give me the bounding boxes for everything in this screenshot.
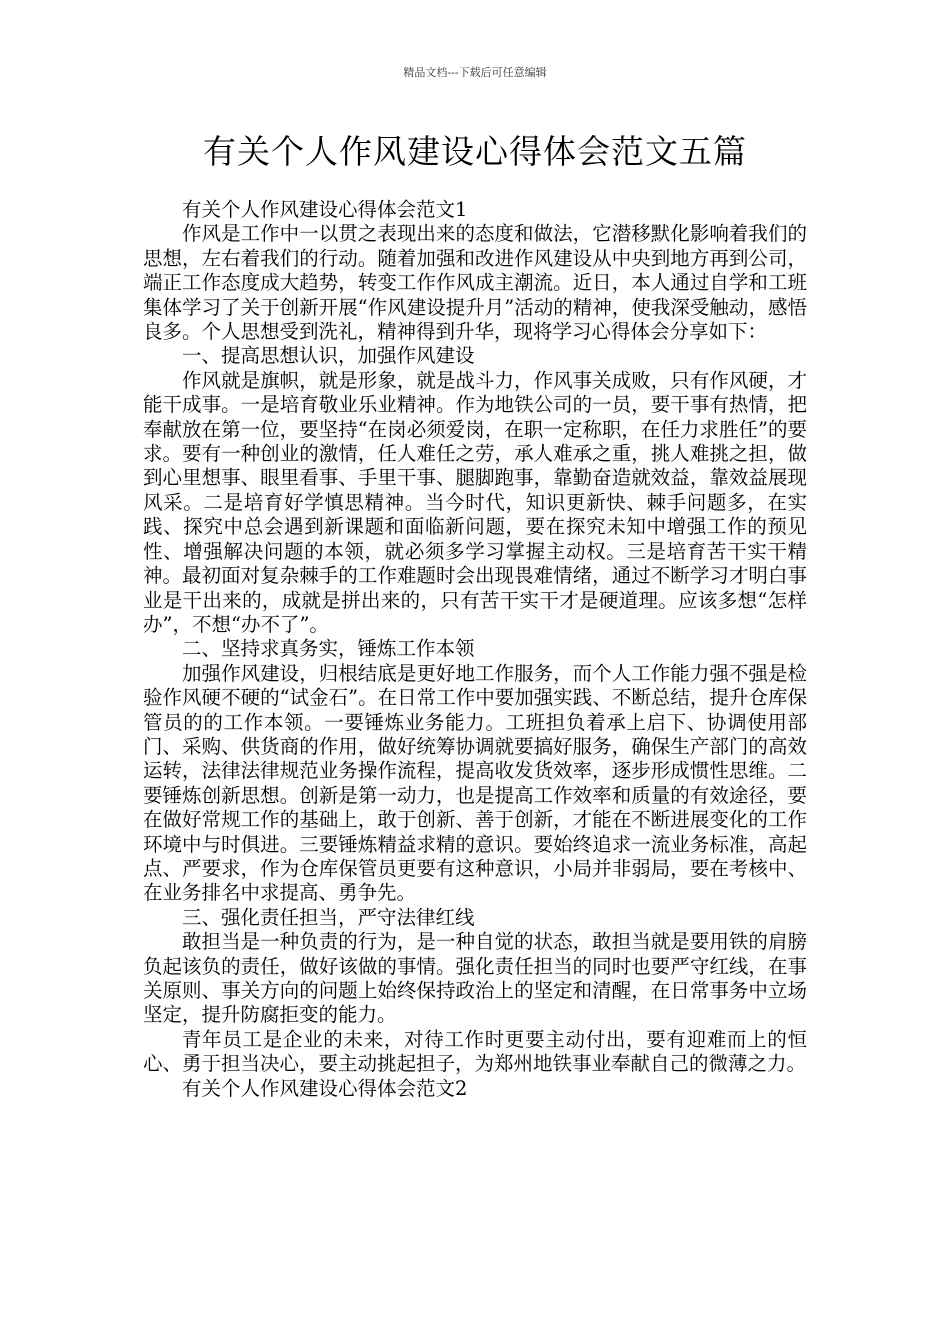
section-body-2: 加强作风建设，归根结底是更好地工作服务，而个人工作能力强不强是检验作风硬不硬的“试金石”。在日常工作中要加强实践、不断总结，提升仓库保管员的的工作本领。一要锤炼业务能力。工班担负着承上启下、协调使用部门、采购、供货商的作用，做好统筹协调就要搞好服务，确保生产部门的高效运转，法律法律规范业务操作流程，提高收发货效率，逐步形成惯性思维。二要锤炼创新思想。创新是第一动力，也是提高工作效率和质量的有效途径，要在做好常规工作的基础上，敢于创新、善于创新，才能在不断进展变化的工作环境中与时俱进。三要锤炼精益求精的意识。要始终追求一流业务标准，高起点、严要求，作为仓库保管员更要有这种意识，小局并非弱局，要在考核中、在业务排名中求提高、勇争先。 xyxy=(143,661,807,905)
document-title: 有关个人作风建设心得体会范文五篇 xyxy=(203,132,747,171)
section-heading-3: 三、强化责任担当，严守法律红线 xyxy=(182,905,475,929)
section-heading-1: 一、提高思想认识，加强作风建设 xyxy=(182,344,475,368)
document-body xyxy=(143,198,807,1101)
essay-heading-2: 有关个人作风建设心得体会范文2 xyxy=(182,1076,468,1100)
page-header-note: 精品文档---下载后可任意编辑 xyxy=(403,66,547,79)
section-body-3: 敢担当是一种负责的行为，是一种自觉的状态，敢担当就是要用铁的肩膀负起该负的责任，做好该做的事情。强化责任担当的同时也要严守红线，在事关原则、事关方向的问题上始终保持政治上的坚定和清醒，在日常事务中立场坚定，提升防腐拒变的能力。 xyxy=(143,930,807,1027)
intro-paragraph: 作风是工作中一以贯之表现出来的态度和做法，它潜移默化影响着我们的思想，左右着我们的行动。随着加强和改进作风建设从中央到地方再到公司，端正工作态度成大趋势，转变工作作风成主潮流。近日，本人通过自学和工班集体学习了关于创新开展“作风建设提升月”活动的精神，使我深受触动，感悟良多。个人思想受到洗礼，精神得到升华，现将学习心得体会分享如下： xyxy=(143,222,807,344)
essay-heading-1: 有关个人作风建设心得体会范文1 xyxy=(182,198,468,221)
section-heading-2: 二、坚持求真务实，锤炼工作本领 xyxy=(182,637,475,661)
closing-paragraph: 青年员工是企业的未来，对待工作时更要主动付出，要有迎难而上的恒心、勇于担当决心，要主动挑起担子，为郑州地铁事业奉献自己的微薄之力。 xyxy=(143,1027,807,1076)
section-body-1: 作风就是旗帜，就是形象，就是战斗力，作风事关成败，只有作风硬，才能干成事。一是培育敬业乐业精神。作为地铁公司的一员，要干事有热情，把奉献放在第一位，要坚持“在岗必须爱岗，在职一定称职，在任力求胜任”的要求。要有一种创业的激情，任人难任之劳，承人难承之重，挑人难挑之担，做到心里想事、眼里看事、手里干事、腿脚跑事，靠勤奋造就效益，靠效益展现风采。二是培育好学慎思精神。当今时代，知识更新快、棘手问题多，在实践、探究中总会遇到新课题和面临新问题，要在探究未知中增强工作的预见性、增强解决问题的本领，就必须多学习掌握主动权。三是培育苦干实干精神。最初面对复杂棘手的工作难题时会出现畏难情绪，通过不断学习才明白事业是干出来的，成就是拼出来的，只有苦干实干才是硬道理。应该多想“怎样办”，不想“办不了”。 xyxy=(143,368,807,636)
